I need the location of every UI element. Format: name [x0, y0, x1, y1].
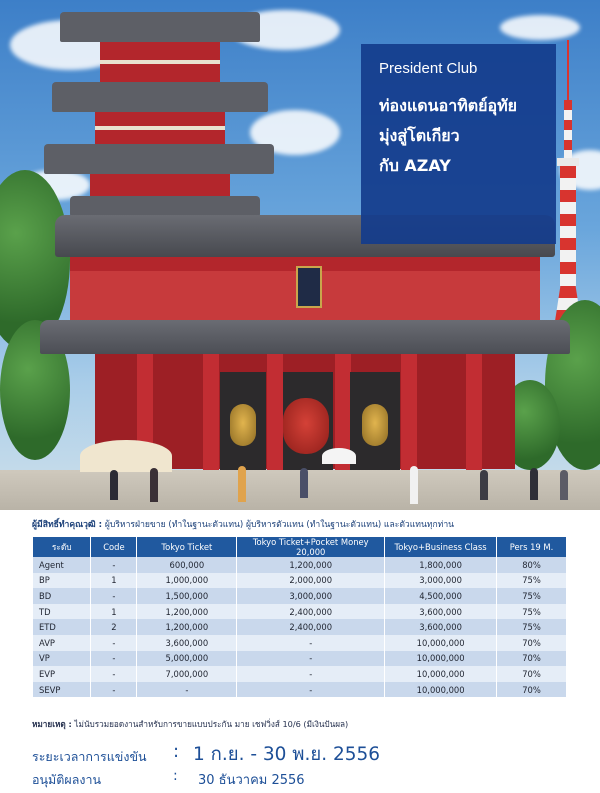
cell-pocket-money: 2,400,000 [237, 619, 385, 635]
period-colon: : [173, 741, 180, 762]
cell-code: - [91, 588, 137, 604]
cell-business-class: 10,000,000 [385, 666, 497, 682]
cell-level: AVP [33, 635, 91, 651]
cell-pers: 70% [497, 651, 567, 667]
cell-pocket-money: 2,400,000 [237, 604, 385, 620]
cell-pocket-money: - [237, 635, 385, 651]
header-tokyo-ticket: Tokyo Ticket [137, 537, 237, 557]
header-pers: Pers 19 M. [497, 537, 567, 557]
cell-business-class: 3,600,000 [385, 604, 497, 620]
cell-tokyo-ticket: 1,200,000 [137, 604, 237, 620]
announce-value: 30 ธันวาคม 2556 [198, 773, 305, 788]
cell-pocket-money: - [237, 682, 385, 698]
cell-tokyo-ticket: 1,200,000 [137, 619, 237, 635]
cell-tokyo-ticket: 1,000,000 [137, 573, 237, 589]
table-row [33, 557, 567, 573]
note-label: หมายเหตุ : [32, 719, 72, 729]
cell-level: ETD [33, 619, 91, 635]
note-text: ไม่นับรวมยอดงานสำหรับการขายแบบประกัน มาย เชฟวิ่งส์ 10/6 (มีเงินปันผล) [71, 719, 349, 729]
headline-line-3: กับ AZAY [379, 156, 451, 175]
cell-business-class: 3,600,000 [385, 619, 497, 635]
table-row [33, 619, 567, 635]
cell-tokyo-ticket: 5,000,000 [137, 651, 237, 667]
cell-level: VP [33, 651, 91, 667]
red-lantern [283, 398, 329, 454]
cell-code: 1 [91, 604, 137, 620]
header-pocket-money: Tokyo Ticket+Pocket Money 20,000 [237, 537, 385, 557]
header-business-class: Tokyo+Business Class [385, 537, 497, 557]
cell-business-class: 10,000,000 [385, 651, 497, 667]
cell-pers: 70% [497, 682, 567, 698]
club-label: President Club [379, 60, 478, 77]
headline-line-2: มุ่งสู่โตเกียว [379, 126, 460, 145]
cell-code: 2 [91, 619, 137, 635]
cell-code: - [91, 651, 137, 667]
note-line [32, 718, 592, 731]
cell-business-class: 10,000,000 [385, 682, 497, 698]
cell-business-class: 3,000,000 [385, 573, 497, 589]
cell-level: SEVP [33, 682, 91, 698]
table-row [33, 588, 567, 604]
cell-tokyo-ticket: - [137, 682, 237, 698]
table-row [33, 682, 567, 698]
cell-tokyo-ticket: 7,000,000 [137, 666, 237, 682]
cell-code: - [91, 666, 137, 682]
table-row [33, 635, 567, 651]
cell-business-class: 1,800,000 [385, 557, 497, 573]
header-level: ระดับ [33, 537, 91, 557]
headline-line-1: ท่องแดนอาทิตย์อุทัย [379, 96, 518, 115]
cell-pers: 70% [497, 666, 567, 682]
cell-pers: 80% [497, 557, 567, 573]
cell-pers: 75% [497, 604, 567, 620]
header-code: Code [91, 537, 137, 557]
cell-tokyo-ticket: 600,000 [137, 557, 237, 573]
cell-business-class: 10,000,000 [385, 635, 497, 651]
eligibility-line [32, 517, 592, 531]
cell-pocket-money: 3,000,000 [237, 588, 385, 604]
table-body [33, 557, 567, 697]
cell-pers: 70% [497, 635, 567, 651]
eligibility-text: ผู้บริหารฝ่ายขาย (ทำในฐานะตัวแทน) ผู้บริหารตัวแทน (ทำในฐานะตัวแทน) และตัวแทนทุกท่าน [102, 520, 455, 530]
period-label: ระยะเวลาการแข่งขัน [32, 749, 147, 764]
table-header-row [33, 537, 567, 557]
cell-pers: 75% [497, 573, 567, 589]
table-row [33, 666, 567, 682]
cell-pocket-money: 1,200,000 [237, 557, 385, 573]
table-row [33, 604, 567, 620]
cell-code: - [91, 557, 137, 573]
cell-code: - [91, 682, 137, 698]
cell-level: Agent [33, 557, 91, 573]
cell-level: EVP [33, 666, 91, 682]
table-row [33, 573, 567, 589]
announce-label: อนุมัติผลงาน [32, 772, 102, 787]
announce-colon: : [173, 768, 178, 784]
cell-level: BP [33, 573, 91, 589]
cell-pocket-money: 2,000,000 [237, 573, 385, 589]
cell-level: TD [33, 604, 91, 620]
eligibility-label: ผู้มีสิทธิ์ทำคุณวุฒิ : [32, 520, 103, 530]
period-value: 1 ก.ย. - 30 พ.ย. 2556 [193, 744, 381, 765]
cell-business-class: 4,500,000 [385, 588, 497, 604]
cell-tokyo-ticket: 1,500,000 [137, 588, 237, 604]
title-panel [361, 44, 556, 244]
cell-tokyo-ticket: 3,600,000 [137, 635, 237, 651]
cell-pocket-money: - [237, 651, 385, 667]
cell-pers: 75% [497, 619, 567, 635]
qualification-table [33, 537, 567, 697]
cell-code: - [91, 635, 137, 651]
cell-pers: 75% [497, 588, 567, 604]
cell-pocket-money: - [237, 666, 385, 682]
table-row [33, 651, 567, 667]
cell-code: 1 [91, 573, 137, 589]
cell-level: BD [33, 588, 91, 604]
